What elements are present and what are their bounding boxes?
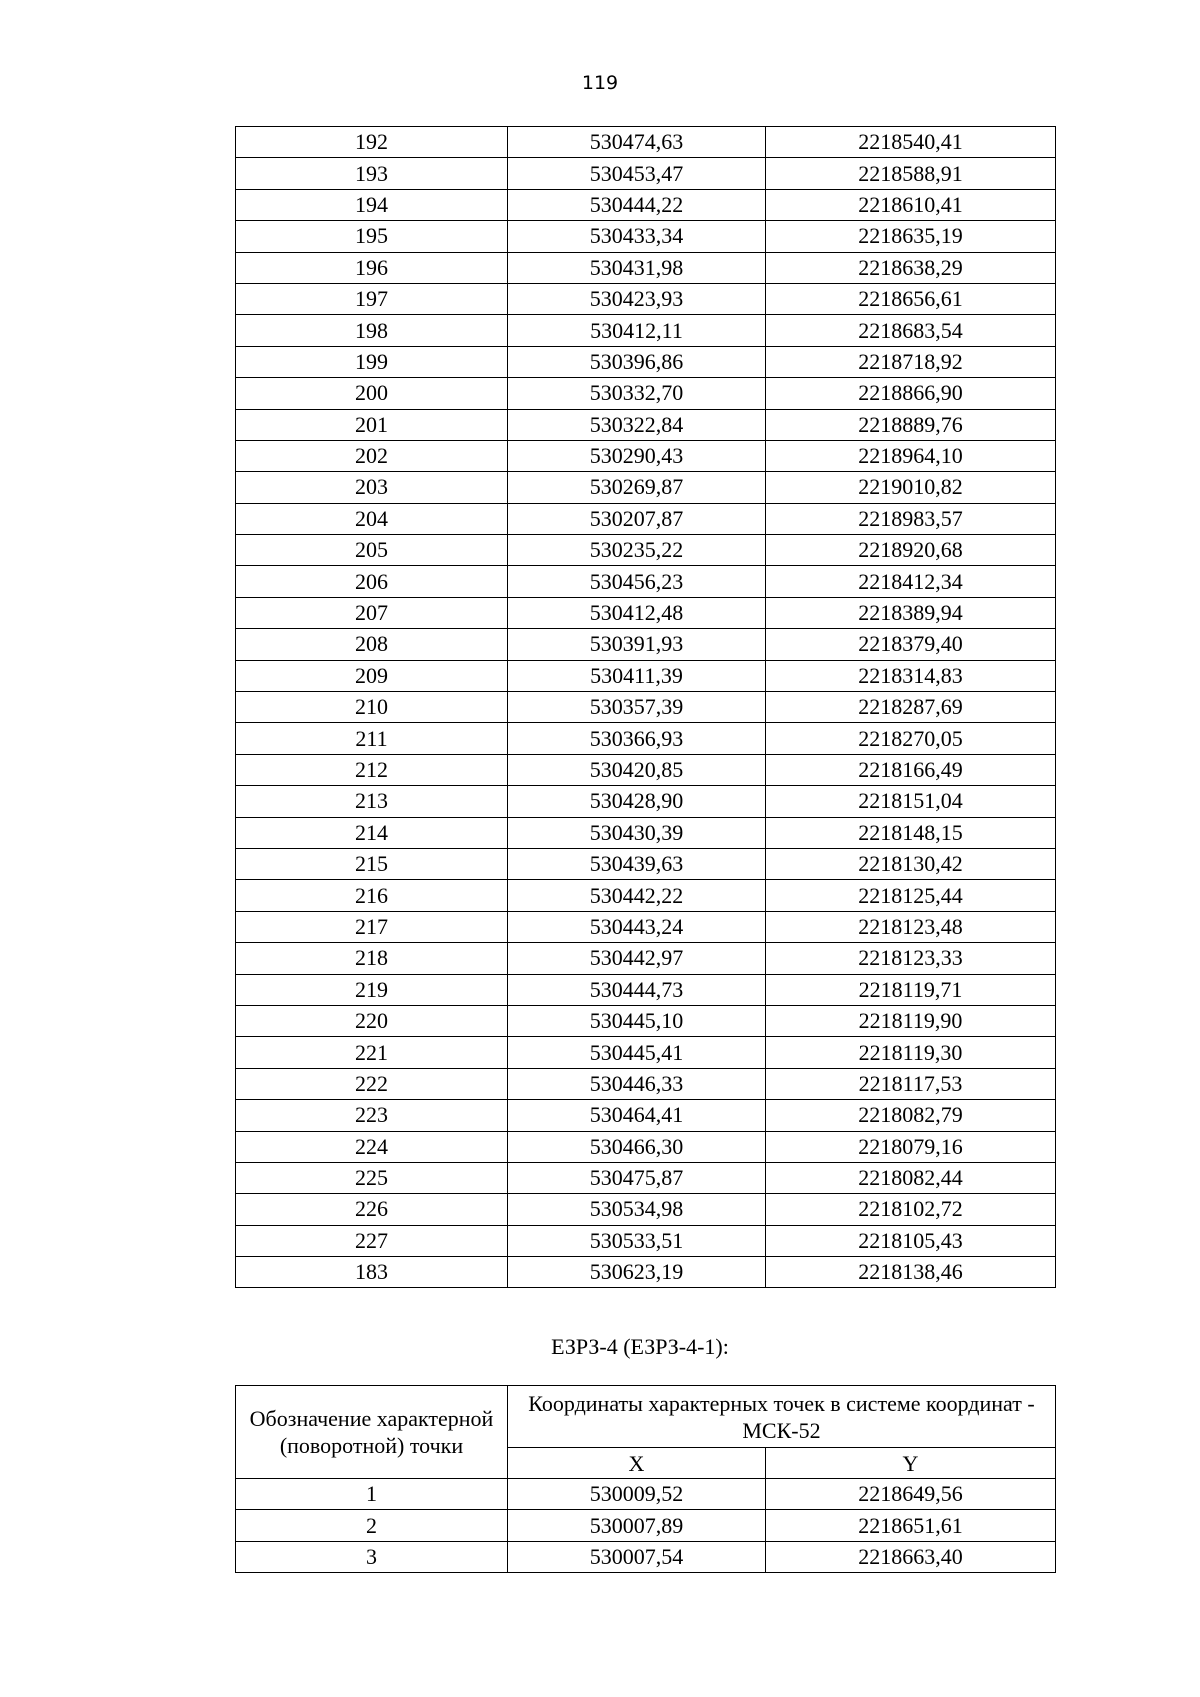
x-coordinate-cell: 530444,22 xyxy=(508,189,766,220)
x-coordinate-cell: 530423,93 xyxy=(508,283,766,314)
point-number-cell: 201 xyxy=(236,409,508,440)
table-row xyxy=(236,786,1056,817)
table-row xyxy=(236,723,1056,754)
y-coordinate-cell: 2218683,54 xyxy=(766,315,1056,346)
table-row xyxy=(236,943,1056,974)
x-coordinate-cell: 530475,87 xyxy=(508,1162,766,1193)
table-row xyxy=(236,1194,1056,1225)
y-coordinate-cell: 2218656,61 xyxy=(766,283,1056,314)
table-row xyxy=(236,1037,1056,1068)
point-number-cell: 3 xyxy=(236,1541,508,1572)
x-coordinate-cell: 530533,51 xyxy=(508,1225,766,1256)
y-coordinate-cell: 2218105,43 xyxy=(766,1225,1056,1256)
x-coordinate-cell: 530290,43 xyxy=(508,440,766,471)
x-coordinate-cell: 530322,84 xyxy=(508,409,766,440)
table-row xyxy=(236,974,1056,1005)
point-number-cell: 224 xyxy=(236,1131,508,1162)
point-number-cell: 210 xyxy=(236,692,508,723)
table-row xyxy=(236,848,1056,879)
table-row xyxy=(236,440,1056,471)
table-row xyxy=(236,754,1056,785)
y-coordinate-cell: 2218102,72 xyxy=(766,1194,1056,1225)
x-coordinate-cell: 530396,86 xyxy=(508,346,766,377)
y-coordinate-cell: 2218119,30 xyxy=(766,1037,1056,1068)
table-row xyxy=(236,1479,1056,1510)
table-row xyxy=(236,535,1056,566)
x-coordinate-cell: 530433,34 xyxy=(508,221,766,252)
x-coordinate-cell: 530366,93 xyxy=(508,723,766,754)
y-coordinate-cell: 2218314,83 xyxy=(766,660,1056,691)
ezrz-coordinates-table xyxy=(235,1385,1056,1573)
y-coordinate-cell: 2218130,42 xyxy=(766,848,1056,879)
table-row xyxy=(236,409,1056,440)
point-number-cell: 193 xyxy=(236,158,508,189)
x-coordinate-cell: 530430,39 xyxy=(508,817,766,848)
y-coordinate-cell: 2218079,16 xyxy=(766,1131,1056,1162)
table-row xyxy=(236,1257,1056,1288)
table-row xyxy=(236,566,1056,597)
y-coordinate-cell: 2218119,71 xyxy=(766,974,1056,1005)
point-number-cell: 208 xyxy=(236,629,508,660)
x-coordinate-cell: 530534,98 xyxy=(508,1194,766,1225)
table-row xyxy=(236,692,1056,723)
point-number-cell: 217 xyxy=(236,911,508,942)
y-coordinate-cell: 2218287,69 xyxy=(766,692,1056,723)
x-coordinate-cell: 530443,24 xyxy=(508,911,766,942)
point-number-cell: 214 xyxy=(236,817,508,848)
point-number-cell: 197 xyxy=(236,283,508,314)
y-coordinate-cell: 2218635,19 xyxy=(766,221,1056,252)
table-row xyxy=(236,1100,1056,1131)
y-coordinate-cell: 2218718,92 xyxy=(766,346,1056,377)
table-row xyxy=(236,1225,1056,1256)
y-coordinate-cell: 2218123,33 xyxy=(766,943,1056,974)
y-coordinate-cell: 2218117,53 xyxy=(766,1068,1056,1099)
point-number-cell: 194 xyxy=(236,189,508,220)
table-row xyxy=(236,880,1056,911)
table-row xyxy=(236,378,1056,409)
table-row xyxy=(236,472,1056,503)
ezrz-table-body xyxy=(236,1479,1056,1573)
y-coordinate-cell: 2218379,40 xyxy=(766,629,1056,660)
point-designation-header: Обозначение характерной (поворотной) точки xyxy=(236,1386,508,1479)
table-row xyxy=(236,189,1056,220)
x-coordinate-cell: 530332,70 xyxy=(508,378,766,409)
table-row xyxy=(236,1005,1056,1036)
table-row xyxy=(236,252,1056,283)
y-coordinate-cell: 2218663,40 xyxy=(766,1541,1056,1572)
table-row xyxy=(236,1162,1056,1193)
y-coordinate-cell: 2218123,48 xyxy=(766,911,1056,942)
point-number-cell: 218 xyxy=(236,943,508,974)
table-row xyxy=(236,1131,1056,1162)
x-coordinate-cell: 530474,63 xyxy=(508,127,766,158)
ezrz-table-header xyxy=(236,1386,1056,1479)
section-title: ЕЗРЗ-4 (ЕЗРЗ-4-1): xyxy=(551,1334,729,1359)
x-coordinate-cell: 530431,98 xyxy=(508,252,766,283)
point-number-cell: 192 xyxy=(236,127,508,158)
x-coordinate-cell: 530464,41 xyxy=(508,1100,766,1131)
x-coordinate-cell: 530446,33 xyxy=(508,1068,766,1099)
x-coordinate-cell: 530357,39 xyxy=(508,692,766,723)
y-coordinate-cell: 2218983,57 xyxy=(766,503,1056,534)
coordinates-table xyxy=(235,126,1056,1288)
point-number-cell: 222 xyxy=(236,1068,508,1099)
x-coordinate-cell: 530445,10 xyxy=(508,1005,766,1036)
point-number-cell: 216 xyxy=(236,880,508,911)
x-coordinate-cell: 530235,22 xyxy=(508,535,766,566)
table-row xyxy=(236,911,1056,942)
x-coordinate-cell: 530623,19 xyxy=(508,1257,766,1288)
table-row xyxy=(236,817,1056,848)
table-row xyxy=(236,597,1056,628)
point-number-cell: 204 xyxy=(236,503,508,534)
point-number-cell: 196 xyxy=(236,252,508,283)
table-row xyxy=(236,1510,1056,1541)
y-coordinate-cell: 2218138,46 xyxy=(766,1257,1056,1288)
y-coordinate-cell: 2218649,56 xyxy=(766,1479,1056,1510)
y-coordinate-cell: 2218125,44 xyxy=(766,880,1056,911)
y-coordinate-cell: 2218389,94 xyxy=(766,597,1056,628)
point-number-cell: 212 xyxy=(236,754,508,785)
x-coordinate-cell: 530007,89 xyxy=(508,1510,766,1541)
point-number-cell: 220 xyxy=(236,1005,508,1036)
point-number-cell: 206 xyxy=(236,566,508,597)
y-column-header: Y xyxy=(766,1448,1056,1479)
point-number-cell: 1 xyxy=(236,1479,508,1510)
point-number-cell: 225 xyxy=(236,1162,508,1193)
point-number-cell: 202 xyxy=(236,440,508,471)
point-number-cell: 227 xyxy=(236,1225,508,1256)
y-coordinate-cell: 2218651,61 xyxy=(766,1510,1056,1541)
point-number-cell: 213 xyxy=(236,786,508,817)
table-row xyxy=(236,283,1056,314)
x-coordinate-cell: 530420,85 xyxy=(508,754,766,785)
y-coordinate-cell: 2218082,44 xyxy=(766,1162,1056,1193)
page-number: 119 xyxy=(581,72,619,94)
x-coordinate-cell: 530428,90 xyxy=(508,786,766,817)
point-number-cell: 226 xyxy=(236,1194,508,1225)
point-number-cell: 203 xyxy=(236,472,508,503)
point-number-cell: 195 xyxy=(236,221,508,252)
table-row xyxy=(236,1068,1056,1099)
x-coordinate-cell: 530269,87 xyxy=(508,472,766,503)
y-coordinate-cell: 2218540,41 xyxy=(766,127,1056,158)
y-coordinate-cell: 2218638,29 xyxy=(766,252,1056,283)
coordinates-header: Координаты характерных точек в системе координат - МСК-52 xyxy=(508,1386,1056,1448)
point-number-cell: 2 xyxy=(236,1510,508,1541)
x-coordinate-cell: 530442,97 xyxy=(508,943,766,974)
point-number-cell: 215 xyxy=(236,848,508,879)
y-coordinate-cell: 2218270,05 xyxy=(766,723,1056,754)
y-coordinate-cell: 2218119,90 xyxy=(766,1005,1056,1036)
table-row xyxy=(236,1541,1056,1572)
point-number-cell: 205 xyxy=(236,535,508,566)
x-coordinate-cell: 530391,93 xyxy=(508,629,766,660)
table-row xyxy=(236,629,1056,660)
y-coordinate-cell: 2218412,34 xyxy=(766,566,1056,597)
x-coordinate-cell: 530207,87 xyxy=(508,503,766,534)
y-coordinate-cell: 2218964,10 xyxy=(766,440,1056,471)
y-coordinate-cell: 2218166,49 xyxy=(766,754,1056,785)
point-number-cell: 219 xyxy=(236,974,508,1005)
x-column-header: X xyxy=(508,1448,766,1479)
point-number-cell: 200 xyxy=(236,378,508,409)
table-row xyxy=(236,660,1056,691)
x-coordinate-cell: 530439,63 xyxy=(508,848,766,879)
point-number-cell: 209 xyxy=(236,660,508,691)
y-coordinate-cell: 2218148,15 xyxy=(766,817,1056,848)
y-coordinate-cell: 2218610,41 xyxy=(766,189,1056,220)
x-coordinate-cell: 530411,39 xyxy=(508,660,766,691)
table-row xyxy=(236,221,1056,252)
x-coordinate-cell: 530412,48 xyxy=(508,597,766,628)
x-coordinate-cell: 530445,41 xyxy=(508,1037,766,1068)
y-coordinate-cell: 2218866,90 xyxy=(766,378,1056,409)
point-number-cell: 221 xyxy=(236,1037,508,1068)
point-number-cell: 207 xyxy=(236,597,508,628)
x-coordinate-cell: 530466,30 xyxy=(508,1131,766,1162)
y-coordinate-cell: 2218889,76 xyxy=(766,409,1056,440)
point-number-cell: 198 xyxy=(236,315,508,346)
point-number-cell: 223 xyxy=(236,1100,508,1131)
coordinates-table-body xyxy=(236,127,1056,1288)
x-coordinate-cell: 530456,23 xyxy=(508,566,766,597)
x-coordinate-cell: 530412,11 xyxy=(508,315,766,346)
point-number-cell: 211 xyxy=(236,723,508,754)
y-coordinate-cell: 2218082,79 xyxy=(766,1100,1056,1131)
y-coordinate-cell: 2218151,04 xyxy=(766,786,1056,817)
x-coordinate-cell: 530007,54 xyxy=(508,1541,766,1572)
y-coordinate-cell: 2219010,82 xyxy=(766,472,1056,503)
table-row xyxy=(236,158,1056,189)
table-row xyxy=(236,127,1056,158)
y-coordinate-cell: 2218588,91 xyxy=(766,158,1056,189)
x-coordinate-cell: 530453,47 xyxy=(508,158,766,189)
point-number-cell: 199 xyxy=(236,346,508,377)
x-coordinate-cell: 530009,52 xyxy=(508,1479,766,1510)
x-coordinate-cell: 530444,73 xyxy=(508,974,766,1005)
table-row xyxy=(236,346,1056,377)
table-row xyxy=(236,315,1056,346)
point-number-cell: 183 xyxy=(236,1257,508,1288)
x-coordinate-cell: 530442,22 xyxy=(508,880,766,911)
table-row xyxy=(236,503,1056,534)
y-coordinate-cell: 2218920,68 xyxy=(766,535,1056,566)
